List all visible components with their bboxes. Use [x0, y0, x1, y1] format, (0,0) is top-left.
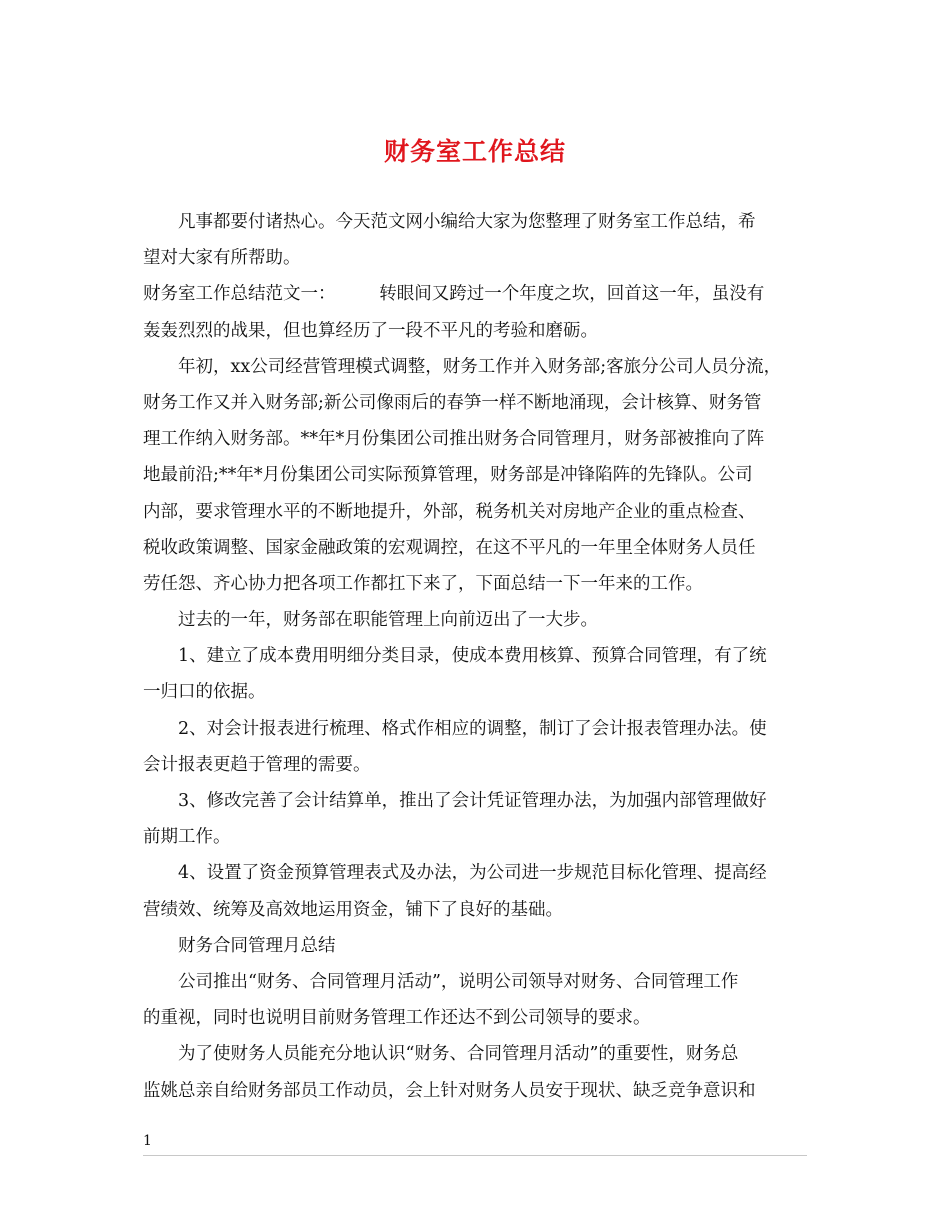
text-line: 内部，要求管理水平的不断地提升，外部，税务机关对房地产企业的重点检查、: [143, 501, 756, 522]
text-line: 的重视，同时也说明目前财务管理工作还达不到公司领导的要求。: [143, 1008, 651, 1029]
text-line: 4、设置了资金预算管理表式及办法，为公司进一步规范目标化管理、提高经: [178, 863, 767, 884]
text-line: 1、建立了成本费用明细分类目录，使成本费用核算、预算合同管理，有了统: [178, 646, 767, 667]
text-line: 税收政策调整、国家金融政策的宏观调控，在这不平凡的一年里全体财务人员任: [143, 537, 756, 558]
text-line: 劳任怨、齐心协力把各项工作都扛下来了，下面总结一下一年来的工作。: [143, 573, 703, 594]
text-line: 一归口的依据。: [143, 682, 266, 703]
document-title: 财务室工作总结: [383, 137, 566, 166]
text-line: 轰轰烈烈的战果，但也算经历了一段不平凡的考验和磨砺。: [143, 320, 598, 341]
text-line: 财务工作又并入财务部;新公司像雨后的春笋一样不断地涌现，会计核算、财务管: [143, 392, 762, 413]
text-line: 财务合同管理月总结: [178, 935, 336, 956]
text-line: 过去的一年，财务部在职能管理上向前迈出了一大步。: [178, 610, 598, 631]
text-line: 为了使财务人员能充分地认识“财务、合同管理月活动”的重要性，财务总: [178, 1044, 739, 1065]
text-line: 营绩效、统筹及高效地运用资金，铺下了良好的基础。: [143, 899, 563, 920]
text-line: 凡事都要付诸热心。今天范文网小编给大家为您整理了财务室工作总结，希: [178, 212, 756, 232]
text-line: 年初，xx公司经营管理模式调整，财务工作并入财务部;客旅分公司人员分流，: [178, 356, 782, 377]
text-line: 3、修改完善了会计结算单，推出了会计凭证管理办法，为加强内部管理做好: [178, 791, 767, 811]
text-line: 理工作纳入财务部。**年*月份集团公司推出财务合同管理月，财务部被推向了阵: [143, 429, 765, 450]
text-line: 公司推出“财务、合同管理月活动”，说明公司领导对财务、合同管理工作: [178, 971, 739, 992]
document-body: [143, 204, 825, 1109]
text-line: 前期工作。: [143, 827, 231, 848]
text-line: 望对大家有所帮助。: [143, 248, 301, 269]
text-line: 财务室工作总结范文一： 转眼间又跨过一个年度之坎，回首这一年，虽没有: [143, 284, 765, 305]
text-line: 2、对会计报表进行梳理、格式作相应的调整，制订了会计报表管理办法。使: [178, 718, 767, 739]
text-line: 监姚总亲自给财务部员工作动员，会上针对财务人员安于现状、缺乏竞争意识和: [143, 1080, 756, 1101]
text-line: 会计报表更趋于管理的需要。: [143, 754, 371, 775]
page-number: 1: [143, 1133, 152, 1149]
footer-divider: [143, 1155, 807, 1156]
text-line: 地最前沿;**年*月份集团公司实际预算管理，财务部是冲锋陷阵的先锋队。公司: [143, 465, 753, 486]
